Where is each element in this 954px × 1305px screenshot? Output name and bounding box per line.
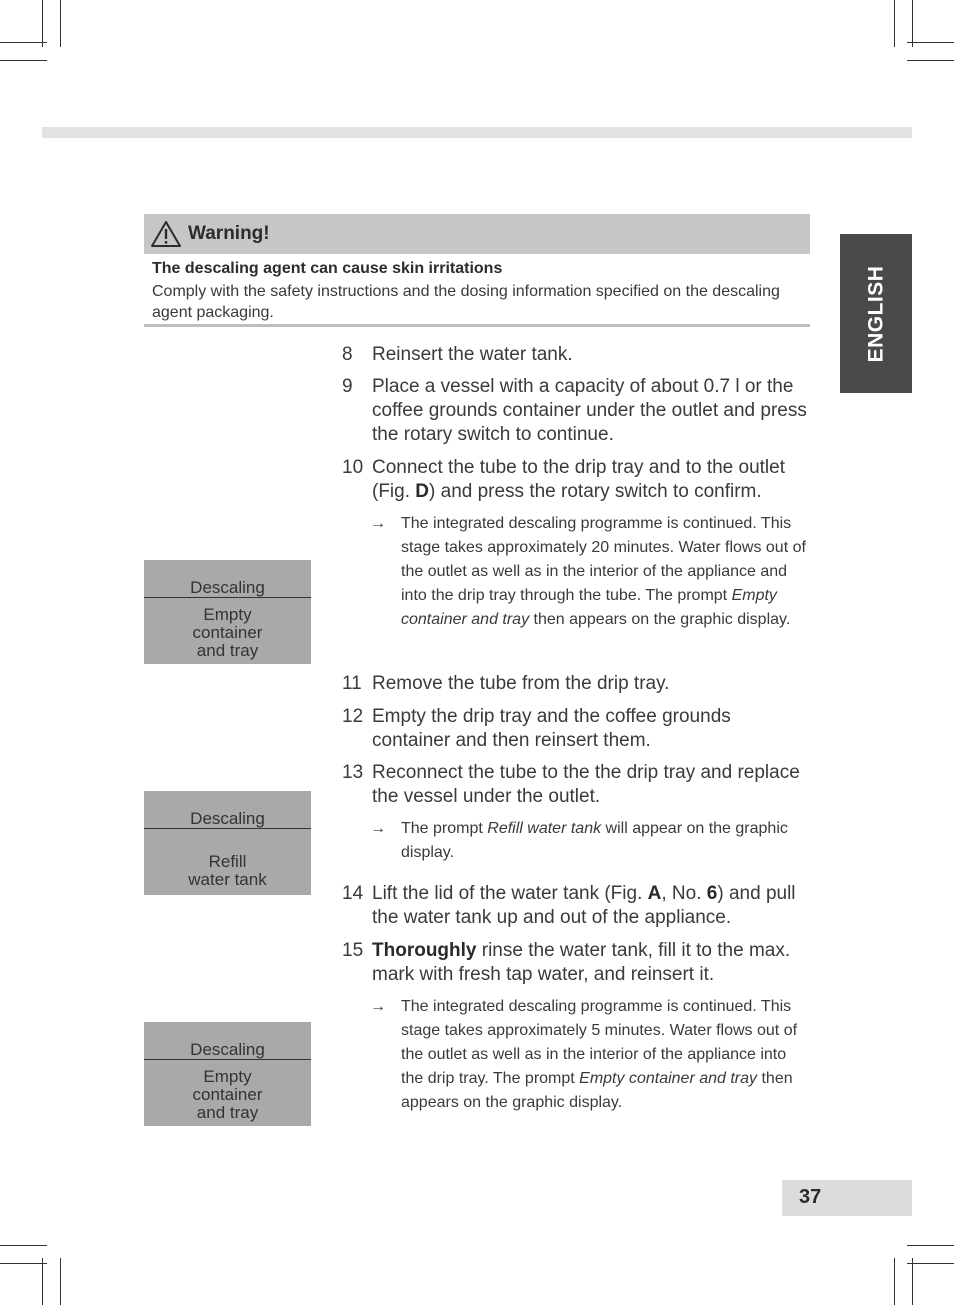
- page-number-box: [782, 1180, 912, 1216]
- emphasis: Thoroughly: [372, 940, 477, 961]
- crop-mark: [894, 1258, 895, 1305]
- step-item: [342, 672, 812, 696]
- warning-body: [144, 254, 810, 327]
- step-item: [342, 456, 812, 504]
- result-text-part: then appears on the graphic display.: [401, 1070, 793, 1111]
- figure-reference: A: [647, 883, 662, 904]
- crop-mark: [42, 1258, 43, 1305]
- crop-mark: [907, 60, 954, 61]
- step-text: [372, 939, 812, 987]
- display-message-line: Empty: [203, 605, 252, 624]
- crop-mark: [907, 42, 954, 43]
- warning-heading: The descaling agent can cause skin irritations: [152, 260, 503, 277]
- header-band: [42, 127, 912, 138]
- step-text-part: ) and press the rotary switch to confirm.: [429, 481, 762, 502]
- step-number: 13: [342, 762, 364, 783]
- display-divider: [144, 1059, 311, 1060]
- display-message-line: Empty: [203, 1067, 252, 1086]
- result-text: [401, 817, 810, 865]
- step-item: [342, 375, 812, 447]
- step-number: 14: [342, 883, 364, 904]
- step-number: 15: [342, 940, 364, 961]
- crop-mark: [60, 1258, 61, 1305]
- display-prompt: Refill water tank: [487, 820, 602, 837]
- crop-mark: [0, 42, 47, 43]
- part-number: 6: [706, 883, 718, 904]
- display-divider: [144, 828, 311, 829]
- step-number: 10: [342, 457, 364, 478]
- result-text-part: then appears on the graphic display.: [529, 611, 791, 628]
- crop-mark: [42, 0, 43, 47]
- step-text: Reconnect the tube to the the drip tray and replace the vessel under the outlet.: [372, 762, 800, 807]
- step-text-part: rinse the water tank, fill it to the max. mark with fresh tap water, and reinsert it.: [372, 940, 791, 985]
- step-text: Reinsert the water tank.: [372, 344, 573, 365]
- step-item: [342, 939, 812, 987]
- display-message: [144, 853, 311, 889]
- step-number: 8: [342, 344, 353, 365]
- step-text-part: ) and pull the water tank up and out of the appliance.: [372, 883, 796, 928]
- step-number: 11: [342, 673, 362, 694]
- display-title: Descaling: [190, 578, 265, 597]
- step-item: [342, 761, 812, 809]
- step-text: Place a vessel with a capacity of about 0.7 l or the coffee grounds container under the outlet and press the rotary switch to continue.: [372, 376, 807, 445]
- step-number: 12: [342, 706, 364, 727]
- result-text: [401, 512, 810, 632]
- display-divider: [144, 597, 311, 598]
- result-item: [370, 995, 810, 1115]
- display-title: Descaling: [190, 809, 265, 828]
- crop-mark: [912, 1258, 913, 1305]
- result-text-part: The integrated descaling programme is continued. This stage takes approximately 20 minutes. Water flows out of the outlet as well as in the interior of the appliance and into the drip tray through the tube. The prompt: [401, 515, 806, 604]
- warning-triangle-icon: [150, 218, 184, 250]
- crop-mark: [907, 1245, 954, 1246]
- display-illustration: [144, 560, 311, 664]
- result-arrow-icon: →: [370, 820, 386, 837]
- display-message-line: container: [192, 1085, 263, 1104]
- crop-mark: [0, 1263, 47, 1264]
- result-item: [370, 512, 810, 632]
- display-prompt: Empty container and tray: [401, 587, 777, 628]
- display-message-line: and tray: [196, 1103, 259, 1122]
- crop-mark: [0, 1245, 47, 1246]
- display-title: Descaling: [190, 1040, 265, 1059]
- step-text-part: Connect the tube to the drip tray and to the outlet (Fig.: [372, 457, 785, 502]
- result-text-part: The integrated descaling programme is continued. This stage takes approximately 5 minutes. Water flows out of the outlet as well as in the interior of the appliance into the drip tray. The prompt: [401, 998, 798, 1087]
- result-arrow-icon: →: [370, 515, 386, 532]
- figure-reference: D: [415, 481, 430, 502]
- display-message: [144, 606, 311, 660]
- display-illustration: [144, 791, 311, 895]
- display-message-line: and tray: [196, 641, 259, 660]
- result-arrow-icon: →: [370, 998, 386, 1015]
- step-text: [372, 456, 812, 504]
- display-message-line: Refill: [208, 852, 247, 871]
- result-text: [401, 995, 810, 1115]
- display-message: [144, 1068, 311, 1122]
- display-message-line: water tank: [188, 870, 267, 889]
- step-number: 9: [342, 376, 353, 397]
- step-text: Remove the tube from the drip tray.: [372, 673, 670, 694]
- step-item: [342, 882, 812, 930]
- step-text: [372, 882, 812, 930]
- crop-mark: [60, 0, 61, 47]
- display-message-line: container: [192, 623, 263, 642]
- warning-title: Warning!: [188, 223, 270, 244]
- result-item: [370, 817, 810, 865]
- crop-mark: [0, 60, 47, 61]
- crop-mark: [907, 1263, 954, 1264]
- crop-mark: [894, 0, 895, 47]
- result-text-part: The prompt: [401, 820, 488, 837]
- step-item: [342, 343, 812, 367]
- page-number: 37: [799, 1186, 822, 1208]
- warning-text: Comply with the safety instructions and the dosing information specified on the descaling agent packaging.: [152, 283, 780, 321]
- result-text-part: will appear on the graphic display.: [401, 820, 788, 861]
- step-text-part: , No.: [661, 883, 707, 904]
- crop-mark: [912, 0, 913, 47]
- language-tab-label: ENGLISH: [864, 265, 887, 362]
- display-prompt: Empty container and tray: [579, 1070, 758, 1087]
- language-tab: [840, 234, 912, 393]
- step-item: [342, 705, 812, 753]
- step-text: Empty the drip tray and the coffee grounds container and then reinsert them.: [372, 706, 731, 751]
- display-illustration: [144, 1022, 311, 1126]
- warning-header: [144, 214, 810, 254]
- step-text-part: Lift the lid of the water tank (Fig.: [372, 883, 648, 904]
